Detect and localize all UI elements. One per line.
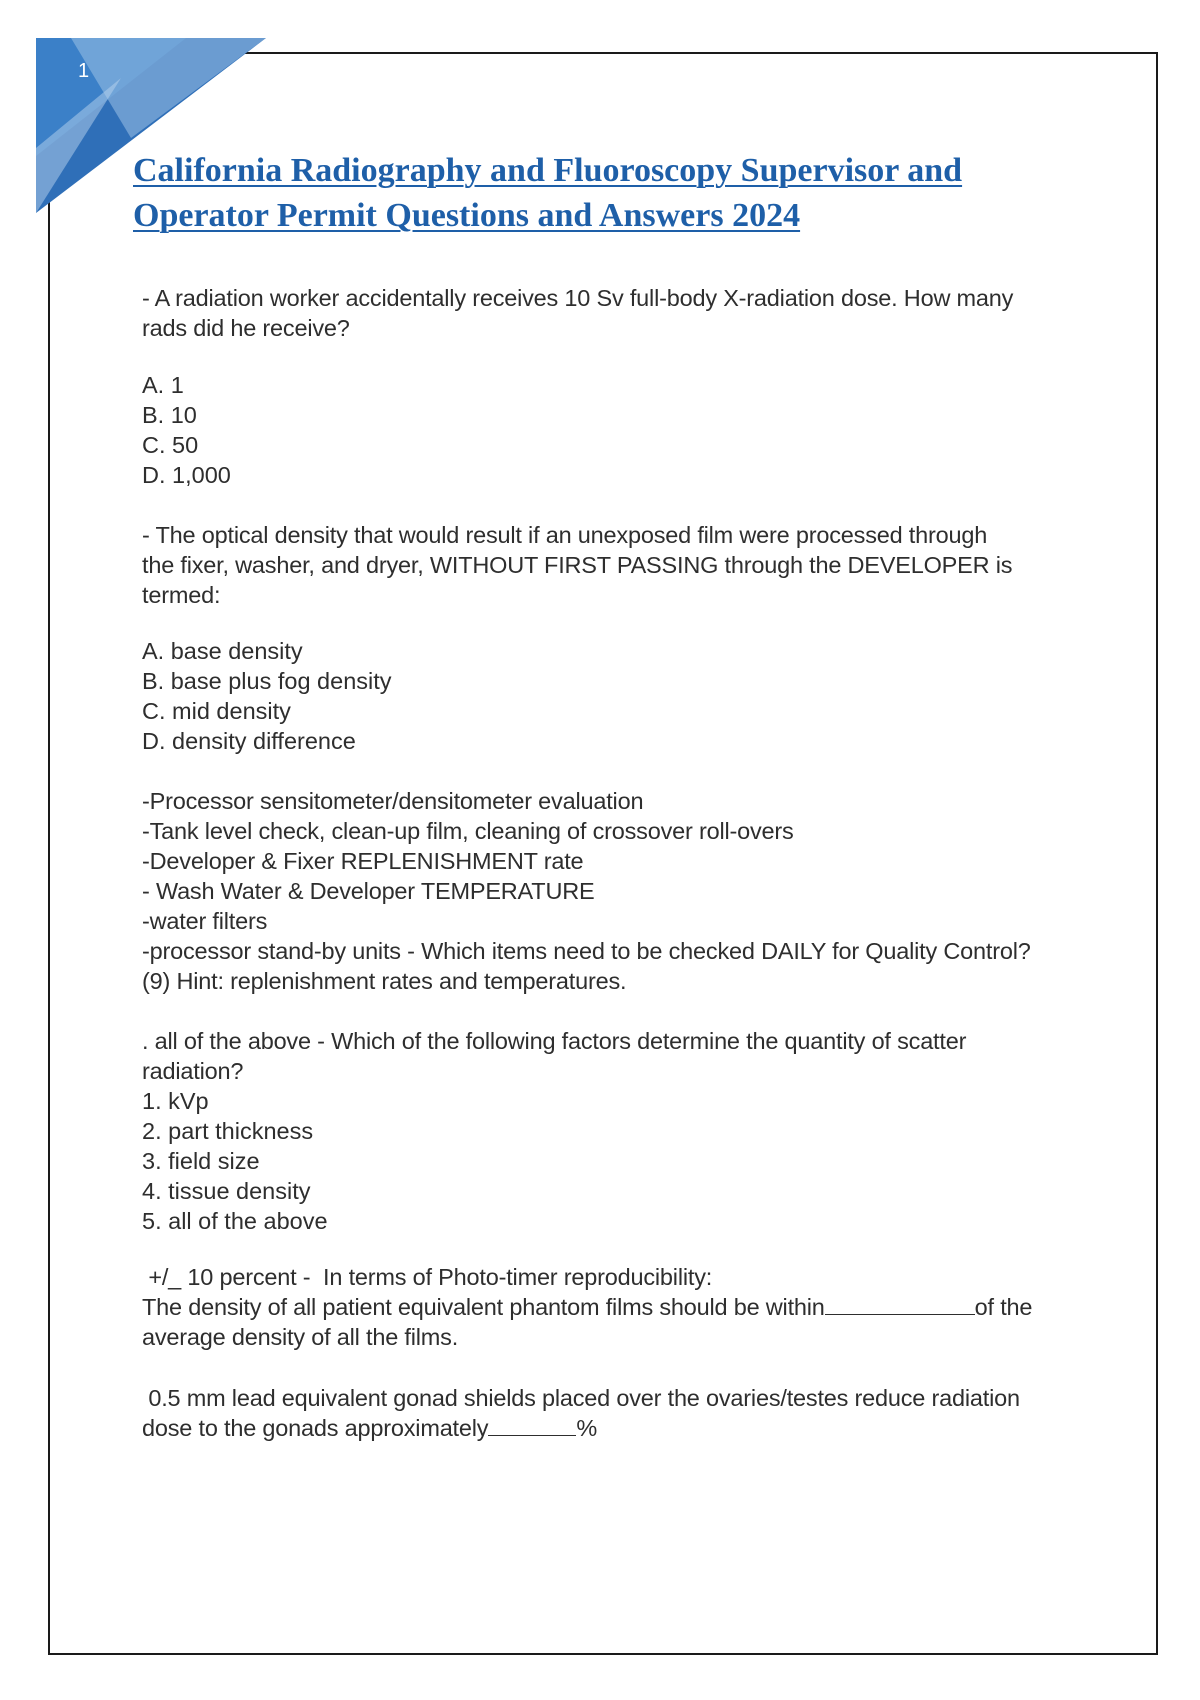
option-item: 3. field size bbox=[142, 1148, 260, 1174]
question-6-line-1: 0.5 mm lead equivalent gonad shields placed over the ovaries/testes reduce radiation bbox=[142, 1385, 1020, 1411]
question-6 bbox=[142, 1383, 1077, 1443]
option-item: C. mid density bbox=[142, 698, 291, 724]
page-number: 1 bbox=[78, 60, 90, 82]
question-2-options bbox=[142, 636, 742, 756]
question-5-line-1: +/_ 10 percent - In terms of Photo-timer reproducibility: bbox=[142, 1264, 713, 1290]
question-5-line-2 bbox=[142, 1292, 1077, 1322]
option-item: B. 10 bbox=[142, 402, 197, 428]
question-6-line-2 bbox=[142, 1413, 1077, 1443]
option-item: 4. tissue density bbox=[142, 1178, 311, 1204]
answer-blank bbox=[825, 1292, 975, 1315]
question-5-line-2-end: of the bbox=[974, 1294, 1033, 1320]
option-item: C. 50 bbox=[142, 432, 199, 458]
option-item: 1. kVp bbox=[142, 1088, 209, 1114]
question-1-options bbox=[142, 370, 742, 490]
question-6-line-2-end: % bbox=[576, 1415, 598, 1441]
answer-blank bbox=[488, 1413, 576, 1436]
question-5-line-2-start: The density of all patient equivalent phantom films should be within bbox=[142, 1294, 825, 1320]
question-4-options bbox=[142, 1086, 742, 1236]
option-item: D. density difference bbox=[142, 728, 356, 754]
option-item: 5. all of the above bbox=[142, 1208, 328, 1234]
option-item: 2. part thickness bbox=[142, 1118, 314, 1144]
option-item: B. base plus fog density bbox=[142, 668, 392, 694]
option-item: D. 1,000 bbox=[142, 462, 231, 488]
option-item: A. 1 bbox=[142, 372, 184, 398]
question-1-text: - A radiation worker accidentally receives 10 Sv full-body X-radiation dose. How many rads did he receive? bbox=[142, 285, 1014, 341]
question-3-text: -Processor sensitometer/densitometer evaluation -Tank level check, clean-up film, cleaning of crossover roll-overs -Developer & Fixer REPLENISHMENT rate - Wash Water & Developer TEMPERATURE -water filters -processor stand-by units - Which items need to be checked DAILY for Quality Control? (9) Hint: replenishment rates and temperatures. bbox=[142, 788, 1031, 994]
question-4-text: . all of the above - Which of the following factors determine the quantity of scatter radiation? bbox=[142, 1028, 967, 1084]
document-title: California Radiography and Fluoroscopy Supervisor and Operator Permit Questions and Answers 2024 bbox=[133, 152, 963, 234]
option-item: A. base density bbox=[142, 638, 303, 664]
question-5 bbox=[142, 1262, 1077, 1352]
question-5-line-3: average density of all the films. bbox=[142, 1324, 459, 1350]
question-2-text: - The optical density that would result if an unexposed film were processed through the fixer, washer, and dryer, WITHOUT FIRST PASSING through the DEVELOPER is termed: bbox=[142, 522, 1013, 608]
question-6-line-2-start: dose to the gonads approximately bbox=[142, 1415, 489, 1441]
